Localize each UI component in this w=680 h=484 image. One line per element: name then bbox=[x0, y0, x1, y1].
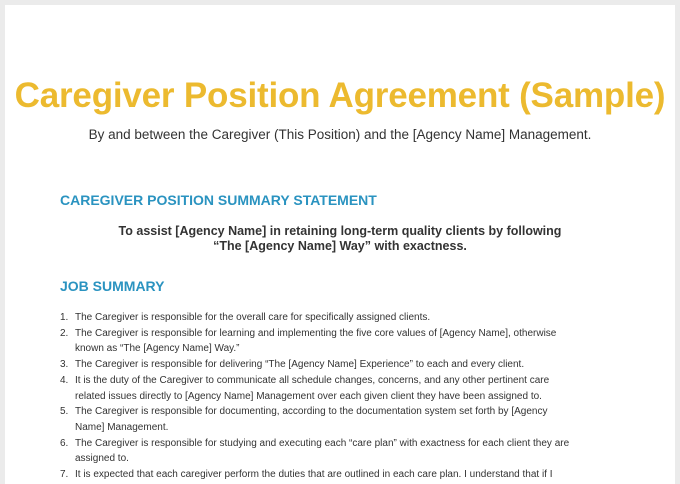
list-item-text bbox=[75, 373, 620, 404]
job-summary-list bbox=[60, 310, 620, 483]
list-item bbox=[60, 436, 620, 467]
list-item-line: The Caregiver is responsible for delivering “The [Agency Name] Experience” to each and every client. bbox=[75, 359, 525, 371]
list-item bbox=[60, 373, 620, 404]
list-item-line: known as “The [Agency Name] Way.” bbox=[75, 343, 240, 355]
summary-statement bbox=[5, 224, 675, 254]
list-item-line: related issues directly to [Agency Name] Management over each given client they have been assigned to. bbox=[75, 390, 542, 402]
document-subtitle: By and between the Caregiver (This Position) and the [Agency Name] Management. bbox=[88, 127, 592, 142]
summary-statement-heading: CAREGIVER POSITION SUMMARY STATEMENT bbox=[60, 192, 377, 208]
list-item-text bbox=[75, 357, 620, 373]
list-item-line: It is the duty of the Caregiver to communicate all schedule changes, concerns, and any other pertinent care bbox=[75, 374, 550, 386]
list-item-number: 1. bbox=[60, 312, 69, 323]
list-item bbox=[60, 326, 620, 357]
list-item-line: It is expected that each caregiver perform the duties that are outlined in each care plan. I understand that if I bbox=[75, 469, 553, 481]
list-item-text bbox=[75, 326, 620, 357]
list-item-number: 7. bbox=[60, 469, 69, 481]
list-item-number: 4. bbox=[60, 374, 69, 386]
list-item bbox=[60, 467, 620, 483]
list-item bbox=[60, 357, 620, 373]
list-item-number: 2. bbox=[60, 327, 69, 339]
list-item-text bbox=[75, 404, 620, 435]
document-title: Caregiver Position Agreement (Sample) bbox=[14, 76, 666, 115]
list-item-number: 6. bbox=[60, 437, 69, 449]
document-page bbox=[5, 5, 675, 484]
statement-line: To assist [Agency Name] in retaining long-term quality clients by following bbox=[118, 224, 562, 238]
list-item-line: assigned to. bbox=[75, 453, 129, 465]
list-item-text bbox=[75, 436, 620, 467]
list-item-number: 5. bbox=[60, 406, 69, 418]
list-item-number: 3. bbox=[60, 359, 69, 371]
list-item bbox=[60, 310, 620, 326]
list-item-line: The Caregiver is responsible for the overall care for specifically assigned clients. bbox=[75, 312, 431, 323]
list-item-line: Name] Management. bbox=[75, 421, 169, 433]
list-item bbox=[60, 404, 620, 435]
statement-line: “The [Agency Name] Way” with exactness. bbox=[213, 239, 467, 253]
list-item-line: The Caregiver is responsible for learning and implementing the five core values of [Agency Name], otherwise bbox=[75, 327, 557, 339]
list-item-line: The Caregiver is responsible for documenting, according to the documentation system set forth by [Agency bbox=[75, 406, 548, 418]
job-summary-heading: JOB SUMMARY bbox=[60, 278, 165, 294]
list-item-text bbox=[75, 467, 620, 483]
list-item-line: The Caregiver is responsible for studying and executing each “care plan” with exactness for each client they are bbox=[75, 437, 570, 449]
list-item-text bbox=[75, 310, 620, 326]
